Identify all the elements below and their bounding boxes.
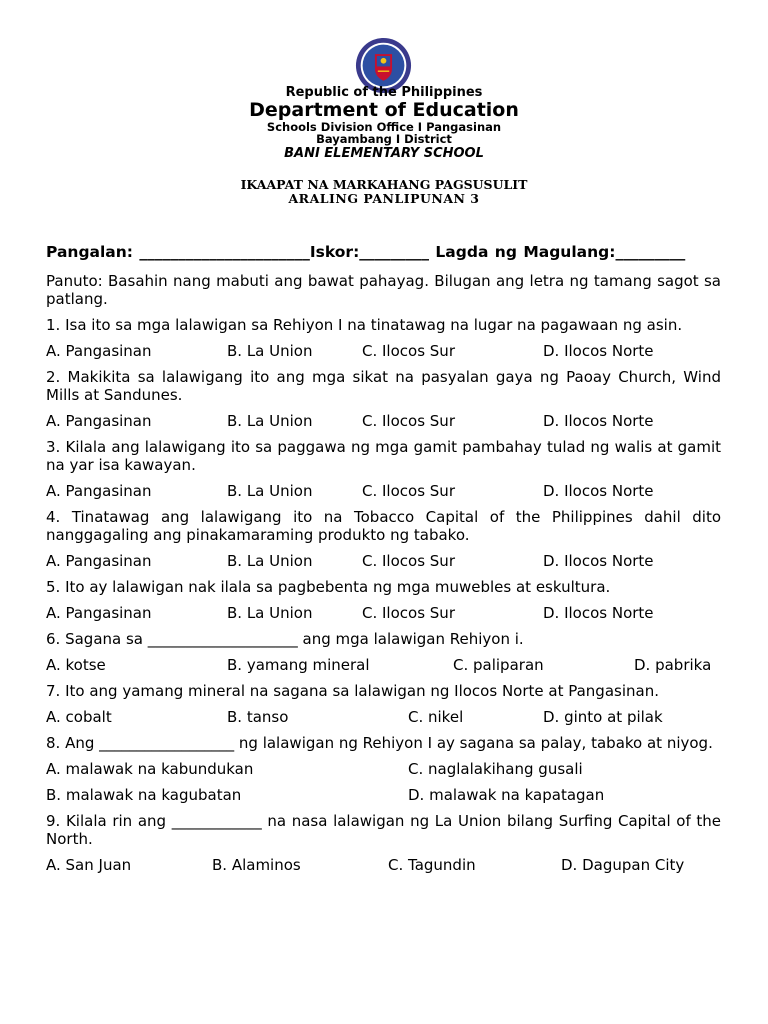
district-heading: Bayambang I District — [316, 132, 452, 146]
option-b[interactable]: B. La Union — [227, 482, 313, 500]
options-5 — [46, 604, 721, 622]
options-3 — [46, 482, 721, 500]
options-2 — [46, 412, 721, 430]
option-a[interactable]: A. Pangasinan — [46, 604, 152, 622]
option-b[interactable]: B. La Union — [227, 412, 313, 430]
exam-title: IKAAPAT NA MARKAHANG PAGSUSULIT — [240, 177, 528, 192]
options-9 — [46, 856, 721, 874]
department-heading: Department of Education — [249, 99, 519, 121]
question-1: 1. Isa ito sa mga lalawigan sa Rehiyon I na tinatawag na lugar na pagawaan ng asin. — [46, 316, 683, 334]
option-d[interactable]: D. malawak na kapatagan — [408, 786, 605, 804]
option-b[interactable]: B. tanso — [227, 708, 289, 726]
option-c[interactable]: C. Ilocos Sur — [362, 552, 455, 570]
option-c[interactable]: C. Tagundin — [388, 856, 476, 874]
question-7: 7. Ito ang yamang mineral na sagana sa lalawigan ng Ilocos Norte at Pangasinan. — [46, 682, 659, 700]
republic-heading: Republic of the Philippines — [285, 85, 483, 100]
instructions: Panuto: Basahin nang mabuti ang bawat pahayag. Bilugan ang letra ng tamang sagot sa patlang. — [46, 272, 721, 308]
option-d[interactable]: D. Dagupan City — [561, 856, 685, 874]
student-info-line[interactable]: Pangalan: ______________________Iskor:_________ Lagda ng Magulang:_________ — [46, 243, 686, 261]
options-4 — [46, 552, 721, 570]
option-a[interactable]: A. malawak na kabundukan — [46, 760, 254, 778]
question-9: 9. Kilala rin ang ____________ na nasa lalawigan ng La Union bilang Surfing Capital of the North. — [46, 812, 721, 848]
options-6 — [46, 656, 721, 674]
option-b[interactable]: B. La Union — [227, 552, 313, 570]
option-a[interactable]: A. Pangasinan — [46, 552, 152, 570]
question-8: 8. Ang __________________ ng lalawigan ng Rehiyon I ay sagana sa palay, tabako at niyog. — [46, 734, 713, 752]
options-1 — [46, 342, 721, 360]
division-heading: Schools Division Office I Pangasinan — [266, 120, 502, 134]
question-4: 4. Tinatawag ang lalawigang ito na Tobacco Capital of the Philippines dahil dito nanggagaling ang pinakamaraming produkto ng tabako. — [46, 508, 721, 544]
option-a[interactable]: A. cobalt — [46, 708, 112, 726]
option-a[interactable]: A. Pangasinan — [46, 482, 152, 500]
option-b[interactable]: B. yamang mineral — [227, 656, 370, 674]
option-c[interactable]: C. Ilocos Sur — [362, 482, 455, 500]
option-c[interactable]: C. nikel — [408, 708, 464, 726]
question-2: 2. Makikita sa lalawigang ito ang mga sikat na pasyalan gaya ng Paoay Church, Wind Mills at Sandunes. — [46, 368, 721, 404]
options-7 — [46, 708, 721, 726]
exam-body — [46, 243, 721, 882]
option-d[interactable]: D. ginto at pilak — [543, 708, 663, 726]
option-b[interactable]: B. malawak na kagubatan — [46, 786, 242, 804]
option-c[interactable]: C. naglalakihang gusali — [408, 760, 583, 778]
option-c[interactable]: C. Ilocos Sur — [362, 604, 455, 622]
option-c[interactable]: C. Ilocos Sur — [362, 412, 455, 430]
option-c[interactable]: C. paliparan — [453, 656, 544, 674]
option-b[interactable]: B. La Union — [227, 342, 313, 360]
option-a[interactable]: A. Pangasinan — [46, 342, 152, 360]
subject-title: ARALING PANLIPUNAN 3 — [288, 191, 480, 206]
option-c[interactable]: C. Ilocos Sur — [362, 342, 455, 360]
option-b[interactable]: B. La Union — [227, 604, 313, 622]
option-a[interactable]: A. Pangasinan — [46, 412, 152, 430]
options-8-row-2 — [46, 786, 721, 804]
option-a[interactable]: A. kotse — [46, 656, 106, 674]
option-d[interactable]: D. Ilocos Norte — [543, 482, 654, 500]
option-d[interactable]: D. Ilocos Norte — [543, 552, 654, 570]
question-5: 5. Ito ay lalawigan nak ilala sa pagbebenta ng mga muwebles at eskultura. — [46, 578, 611, 596]
school-heading: BANI ELEMENTARY SCHOOL — [284, 146, 484, 161]
question-3: 3. Kilala ang lalawigang ito sa paggawa ng mga gamit pambahay tulad ng walis at gamit na yar isa kawayan. — [46, 438, 721, 474]
option-a[interactable]: A. San Juan — [46, 856, 132, 874]
question-6: 6. Sagana sa ____________________ ang mga lalawigan Rehiyon i. — [46, 630, 524, 648]
option-d[interactable]: D. Ilocos Norte — [543, 604, 654, 622]
option-d[interactable]: D. pabrika — [634, 656, 712, 674]
options-8-row-1 — [46, 760, 721, 778]
option-b[interactable]: B. Alaminos — [212, 856, 301, 874]
option-d[interactable]: D. Ilocos Norte — [543, 412, 654, 430]
option-d[interactable]: D. Ilocos Norte — [543, 342, 654, 360]
